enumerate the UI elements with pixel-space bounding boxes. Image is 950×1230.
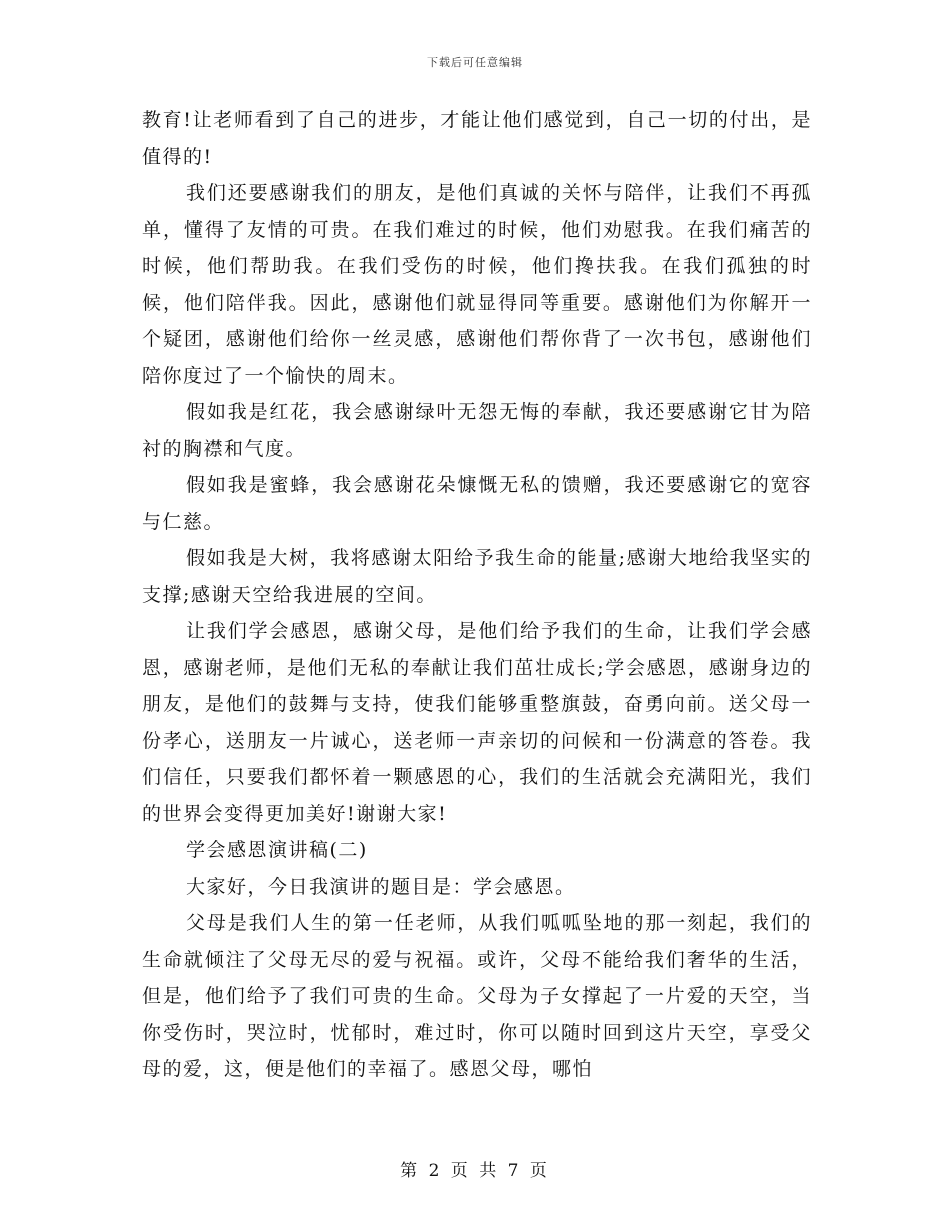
page-number-footer: 第 2 页 共 7 页 bbox=[400, 1161, 550, 1181]
paragraph: 假如我是蜜蜂，我会感谢花朵慷慨无私的馈赠，我还要感谢它的宽容与仁慈。 bbox=[142, 474, 812, 533]
section-heading: 学会感恩演讲稿(二) bbox=[186, 839, 368, 861]
page-header: 下载后可任意编辑 bbox=[427, 56, 523, 69]
paragraph: 教育!让老师看到了自己的进步，才能让他们感觉到，自己一切的付出，是值得的! bbox=[142, 109, 812, 168]
paragraph: 让我们学会感恩，感谢父母，是他们给予我们的生命，让我们学会感恩，感谢老师，是他们无私的奉献让我们茁壮成长;学会感恩，感谢身边的朋友，是他们的鼓舞与支持，使我们能够重整旗鼓，奋勇向前。送父母一份孝心，送朋友一片诚心，送老师一声亲切的问候和一份满意的答卷。我们信任，只要我们都怀着一颗感恩的心，我们的生活就会充满阳光，我们的世界会变得更加美好!谢谢大家! bbox=[142, 620, 812, 825]
paragraph: 父母是我们人生的第一任老师，从我们呱呱坠地的那一刻起，我们的生命就倾注了父母无尽的爱与祝福。或许，父母不能给我们奢华的生活，但是，他们给予了我们可贵的生命。父母为子女撑起了一片爱的天空，当你受伤时，哭泣时，忧郁时，难过时，你可以随时回到这片天空，享受父母的爱，这，便是他们的幸福了。感恩父母，哪怕 bbox=[142, 912, 812, 1080]
paragraph: 假如我是红花，我会感谢绿叶无怨无悔的奉献，我还要感谢它甘为陪衬的胸襟和气度。 bbox=[142, 401, 812, 460]
document-body bbox=[142, 102, 812, 1088]
paragraph: 大家好，今日我演讲的题目是：学会感恩。 bbox=[186, 875, 576, 898]
paragraph: 我们还要感谢我们的朋友，是他们真诚的关怀与陪伴，让我们不再孤单，懂得了友情的可贵。在我们难过的时候，他们劝慰我。在我们痛苦的时候，他们帮助我。在我们受伤的时候，他们搀扶我。在我们孤独的时候，他们陪伴我。因此，感谢他们就显得同等重要。感谢他们为你解开一个疑团，感谢他们给你一丝灵感，感谢他们帮你背了一次书包，感谢他们陪你度过了一个愉快的周末。 bbox=[142, 182, 812, 387]
paragraph: 假如我是大树，我将感谢太阳给予我生命的能量;感谢大地给我坚实的支撑;感谢天空给我进展的空间。 bbox=[142, 547, 812, 606]
